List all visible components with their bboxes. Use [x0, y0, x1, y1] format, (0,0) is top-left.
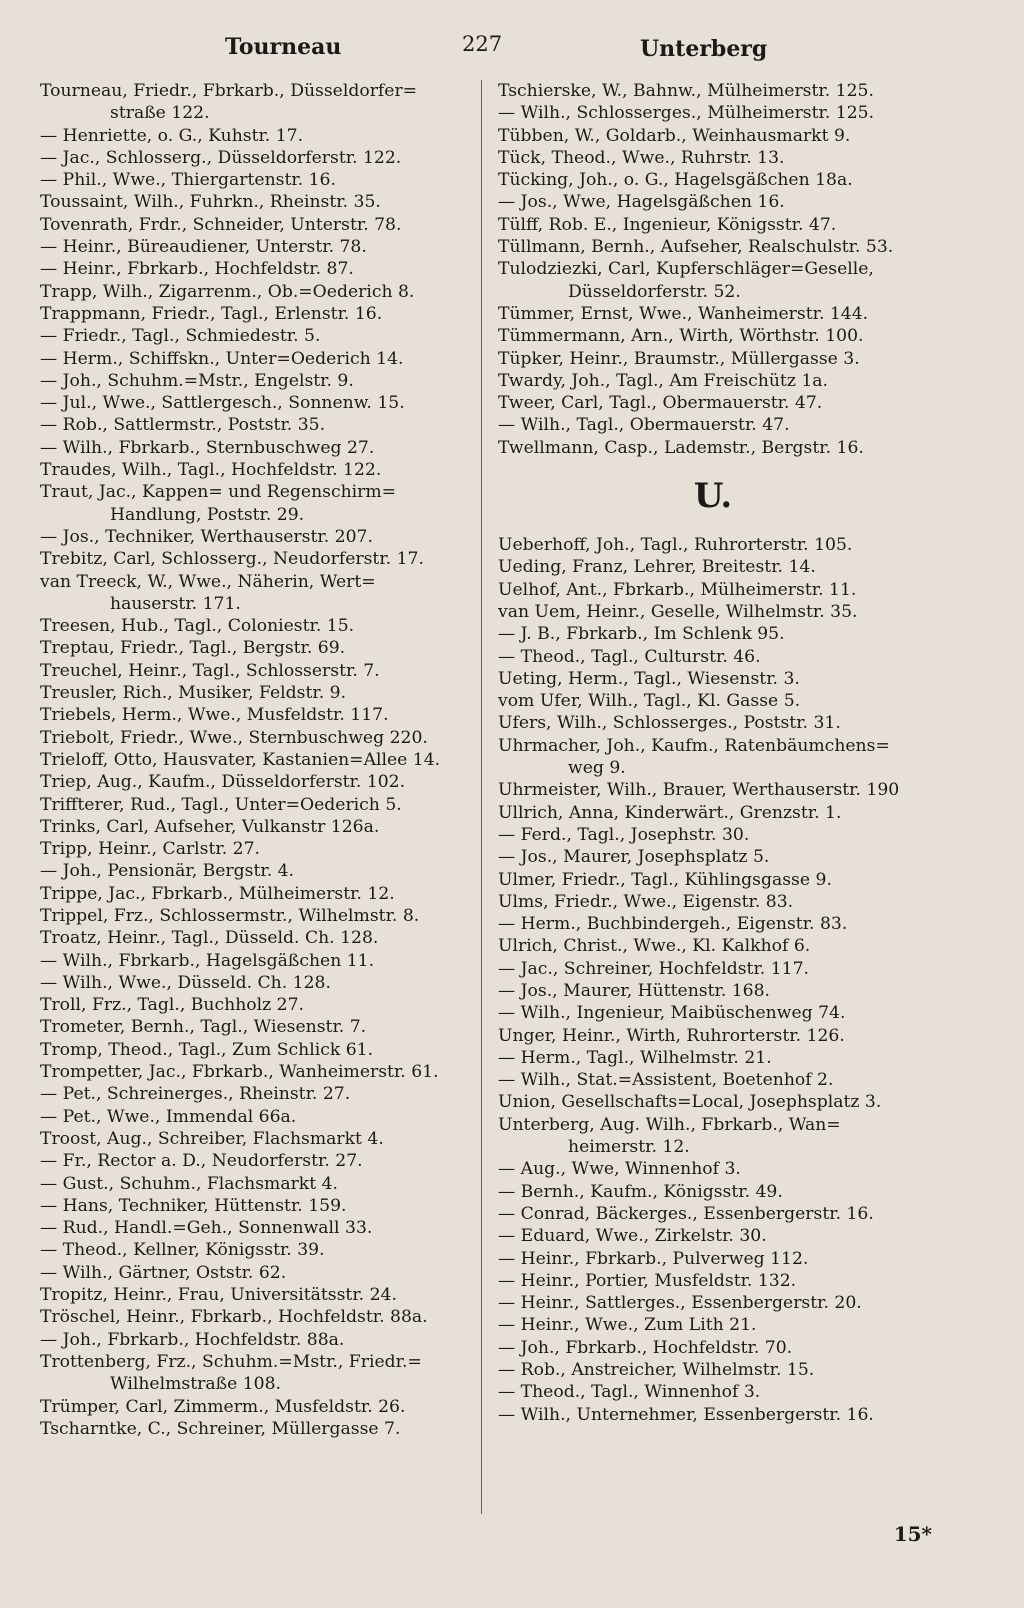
directory-entry: — Wilh., Wwe., Düsseld. Ch. 128. — [40, 972, 331, 993]
directory-entry: Twardy, Joh., Tagl., Am Freischütz 1a. — [498, 370, 828, 391]
directory-entry: — Heinr., Büreaudiener, Unterstr. 78. — [40, 237, 367, 258]
right-column-bottom — [498, 534, 928, 1426]
directory-entry: vom Ufer, Wilh., Tagl., Kl. Gasse 5. — [498, 691, 801, 712]
directory-entry: — Pet., Wwe., Immendal 66a. — [40, 1106, 297, 1127]
directory-entry: van Treeck, W., Wwe., Näherin, Wert= — [40, 571, 376, 592]
directory-entry: Trometer, Bernh., Tagl., Wiesenstr. 7. — [40, 1017, 367, 1038]
directory-entry: Tülff, Rob. E., Ingenieur, Königsstr. 47. — [498, 214, 837, 235]
directory-entry: — Wilh., Tagl., Obermauerstr. 47. — [498, 415, 790, 436]
running-header — [40, 30, 940, 70]
directory-entry: — Heinr., Wwe., Zum Lith 21. — [498, 1315, 757, 1336]
directory-entry: Düsseldorferstr. 52. — [568, 281, 741, 302]
directory-entry: Triebolt, Friedr., Wwe., Sternbuschweg 220. — [40, 727, 428, 748]
directory-entry: Troll, Frz., Tagl., Buchholz 27. — [40, 995, 304, 1016]
directory-entry: Troost, Aug., Schreiber, Flachsmarkt 4. — [40, 1128, 384, 1149]
directory-entry: Tweer, Carl, Tagl., Obermauerstr. 47. — [498, 393, 823, 414]
directory-entry: — Ferd., Tagl., Josephstr. 30. — [498, 824, 750, 845]
directory-entry: — Theod., Tagl., Culturstr. 46. — [498, 646, 761, 667]
directory-entry: — Jos., Maurer, Hüttenstr. 168. — [498, 980, 771, 1001]
directory-entry: — Jos., Maurer, Josephsplatz 5. — [498, 847, 770, 868]
directory-entry: — Bernh., Kaufm., Königsstr. 49. — [498, 1181, 783, 1202]
directory-entry: straße 122. — [110, 103, 210, 124]
directory-entry: Tüllmann, Bernh., Aufseher, Realschulstr. 53. — [498, 237, 894, 258]
directory-entry: Unger, Heinr., Wirth, Ruhrorterstr. 126. — [498, 1025, 845, 1046]
directory-entry: — Heinr., Fbrkarb., Hochfeldstr. 87. — [40, 259, 354, 280]
directory-entry: — Conrad, Bäckerges., Essenbergerstr. 16. — [498, 1203, 874, 1224]
directory-entry: van Uem, Heinr., Geselle, Wilhelmstr. 35. — [498, 601, 858, 622]
directory-entry: Ullrich, Anna, Kinderwärt., Grenzstr. 1. — [498, 802, 842, 823]
directory-entry: Tripp, Heinr., Carlstr. 27. — [40, 839, 260, 860]
directory-entry: — Rob., Sattlermstr., Poststr. 35. — [40, 415, 326, 436]
directory-entry: — Jac., Schreiner, Hochfeldstr. 117. — [498, 958, 809, 979]
directory-entry: hauserstr. 171. — [110, 593, 241, 614]
directory-entry: — J. B., Fbrkarb., Im Schlenk 95. — [498, 624, 785, 645]
directory-entry: Union, Gesellschafts=Local, Josephsplatz 3. — [498, 1092, 882, 1113]
directory-entry: — Heinr., Portier, Musfeldstr. 132. — [498, 1270, 797, 1291]
directory-entry: heimerstr. 12. — [568, 1137, 690, 1158]
directory-entry: — Wilh., Fbrkarb., Sternbuschweg 27. — [40, 437, 375, 458]
directory-entry: — Jac., Schlosserg., Düsseldorferstr. 122. — [40, 147, 402, 168]
signature-mark: 15* — [893, 1522, 932, 1546]
directory-entry: Ueberhoff, Joh., Tagl., Ruhrorterstr. 105. — [498, 535, 853, 556]
directory-entry: Traut, Jac., Kappen= und Regenschirm= — [40, 482, 397, 503]
directory-entry: Toussaint, Wilh., Fuhrkn., Rheinstr. 35. — [40, 192, 381, 213]
directory-entry: — Friedr., Tagl., Schmiedestr. 5. — [40, 326, 321, 347]
header-left-word: Tourneau — [225, 34, 342, 60]
directory-entry: — Herm., Tagl., Wilhelmstr. 21. — [498, 1047, 772, 1068]
directory-entry: Tromp, Theod., Tagl., Zum Schlick 61. — [40, 1039, 374, 1060]
directory-entry: Ulrich, Christ., Wwe., Kl. Kalkhof 6. — [498, 936, 811, 957]
directory-entry: Unterberg, Aug. Wilh., Fbrkarb., Wan= — [498, 1114, 841, 1135]
directory-entry: Ueding, Franz, Lehrer, Breitestr. 14. — [498, 557, 816, 578]
directory-entry: Trinks, Carl, Aufseher, Vulkanstr 126a. — [40, 816, 380, 837]
directory-entry: Triffterer, Rud., Tagl., Unter=Oederich 5. — [40, 794, 402, 815]
directory-entry: — Henriette, o. G., Kuhstr. 17. — [40, 125, 304, 146]
directory-entry: Treusler, Rich., Musiker, Feldstr. 9. — [40, 683, 347, 704]
left-column — [40, 80, 472, 1440]
directory-entry: — Rob., Anstreicher, Wilhelmstr. 15. — [498, 1360, 815, 1381]
directory-entry: — Heinr., Fbrkarb., Pulverweg 112. — [498, 1248, 809, 1269]
directory-entry: — Theod., Kellner, Königsstr. 39. — [40, 1240, 325, 1261]
directory-entry: — Jos., Wwe, Hagelsgäßchen 16. — [498, 192, 785, 213]
directory-entry: — Wilh., Schlosserges., Mülheimerstr. 125. — [498, 103, 875, 124]
directory-entry: — Aug., Wwe, Winnenhof 3. — [498, 1159, 741, 1180]
directory-entry: — Herm., Schiffskn., Unter=Oederich 14. — [40, 348, 404, 369]
directory-entry: Treesen, Hub., Tagl., Coloniestr. 15. — [40, 616, 355, 637]
directory-entry: Trottenberg, Frz., Schuhm.=Mstr., Friedr.= — [40, 1351, 422, 1372]
right-column-top — [498, 80, 928, 459]
directory-entry: Troatz, Heinr., Tagl., Düsseld. Ch. 128. — [40, 928, 379, 949]
directory-entry: — Herm., Buchbindergeh., Eigenstr. 83. — [498, 914, 848, 935]
directory-entry: — Fr., Rector a. D., Neudorferstr. 27. — [40, 1151, 363, 1172]
directory-entry: Trümper, Carl, Zimmerm., Musfeldstr. 26. — [40, 1396, 406, 1417]
directory-entry: Traudes, Wilh., Tagl., Hochfeldstr. 122. — [40, 460, 382, 481]
directory-entry: — Wilh., Stat.=Assistent, Boetenhof 2. — [498, 1070, 834, 1091]
directory-entry: Tovenrath, Frdr., Schneider, Unterstr. 78. — [40, 214, 402, 235]
directory-entry: Tscharntke, C., Schreiner, Müllergasse 7. — [40, 1418, 401, 1439]
directory-entry: Twellmann, Casp., Lademstr., Bergstr. 16. — [498, 437, 864, 458]
directory-entry: Ufers, Wilh., Schlosserges., Poststr. 31. — [498, 713, 841, 734]
directory-entry: Treuchel, Heinr., Tagl., Schlosserstr. 7. — [40, 660, 380, 681]
directory-entry: Trompetter, Jac., Fbrkarb., Wanheimerstr. 61. — [40, 1062, 439, 1083]
directory-entry: Tümmermann, Arn., Wirth, Wörthstr. 100. — [498, 326, 864, 347]
directory-entry: — Theod., Tagl., Winnenhof 3. — [498, 1382, 761, 1403]
directory-entry: — Rud., Handl.=Geh., Sonnenwall 33. — [40, 1218, 373, 1239]
directory-entry: — Pet., Schreinerges., Rheinstr. 27. — [40, 1084, 351, 1105]
directory-entry: — Joh., Fbrkarb., Hochfeldstr. 88a. — [40, 1329, 345, 1350]
directory-entry: Tropitz, Heinr., Frau, Universitätsstr. 24. — [40, 1285, 397, 1306]
directory-entry: Wilhelmstraße 108. — [110, 1374, 281, 1395]
directory-entry: Uhrmacher, Joh., Kaufm., Ratenbäumchens= — [498, 735, 890, 756]
directory-entry: — Jul., Wwe., Sattlergesch., Sonnenw. 15. — [40, 393, 405, 414]
directory-entry: Ulms, Friedr., Wwe., Eigenstr. 83. — [498, 891, 794, 912]
directory-entry: Tulodziezki, Carl, Kupferschläger=Geselle, — [498, 259, 874, 280]
directory-entry: — Joh., Fbrkarb., Hochfeldstr. 70. — [498, 1337, 793, 1358]
directory-entry: Trapp, Wilh., Zigarrenm., Ob.=Oederich 8. — [40, 281, 415, 302]
directory-entry: Triep, Aug., Kaufm., Düsseldorferstr. 102. — [40, 772, 406, 793]
directory-entry: Handlung, Poststr. 29. — [110, 504, 305, 525]
directory-entry: — Phil., Wwe., Thiergartenstr. 16. — [40, 170, 336, 191]
directory-entry: Tücking, Joh., o. G., Hagelsgäßchen 18a. — [498, 170, 853, 191]
header-right-word: Unterberg — [640, 36, 768, 62]
directory-entry: Trippe, Jac., Fbrkarb., Mülheimerstr. 12. — [40, 883, 395, 904]
directory-entry: Tschierske, W., Bahnw., Mülheimerstr. 125. — [498, 81, 874, 101]
directory-entry: Tüpker, Heinr., Braumstr., Müllergasse 3. — [498, 348, 860, 369]
directory-entry: Trappmann, Friedr., Tagl., Erlenstr. 16. — [40, 303, 383, 324]
directory-entry: Trieloff, Otto, Hausvater, Kastanien=Allee 14. — [40, 749, 441, 770]
directory-entry: Trippel, Frz., Schlossermstr., Wilhelmstr. 8. — [40, 905, 420, 926]
directory-entry: Tröschel, Heinr., Fbrkarb., Hochfeldstr. 88a. — [40, 1307, 428, 1328]
directory-entry: Tübben, W., Goldarb., Weinhausmarkt 9. — [498, 125, 851, 146]
directory-entry: — Wilh., Fbrkarb., Hagelsgäßchen 11. — [40, 950, 375, 971]
directory-entry: — Jos., Techniker, Werthauserstr. 207. — [40, 526, 373, 547]
directory-entry: Ulmer, Friedr., Tagl., Kühlingsgasse 9. — [498, 869, 832, 890]
directory-entry: Trebitz, Carl, Schlosserg., Neudorferstr. 17. — [40, 549, 424, 570]
directory-entry: — Eduard, Wwe., Zirkelstr. 30. — [498, 1226, 767, 1247]
directory-entry: — Hans, Techniker, Hüttenstr. 159. — [40, 1195, 347, 1216]
directory-entry: Treptau, Friedr., Tagl., Bergstr. 69. — [40, 638, 346, 659]
directory-entry: Tourneau, Friedr., Fbrkarb., Düsseldorfer= — [40, 81, 418, 101]
page-number: 227 — [462, 32, 503, 56]
directory-entry: Ueting, Herm., Tagl., Wiesenstr. 3. — [498, 668, 800, 689]
directory-entry: Tümmer, Ernst, Wwe., Wanheimerstr. 144. — [498, 303, 869, 324]
directory-entry: — Joh., Schuhm.=Mstr., Engelstr. 9. — [40, 370, 354, 391]
right-column — [498, 80, 928, 1426]
directory-entry: Uhrmeister, Wilh., Brauer, Werthauserstr. 190 — [498, 780, 900, 801]
directory-entry: — Heinr., Sattlerges., Essenbergerstr. 20. — [498, 1293, 862, 1314]
directory-entry: — Joh., Pensionär, Bergstr. 4. — [40, 861, 295, 882]
directory-entry: — Gust., Schuhm., Flachsmarkt 4. — [40, 1173, 338, 1194]
directory-entry: weg 9. — [568, 758, 626, 779]
directory-entry: — Wilh., Gärtner, Oststr. 62. — [40, 1262, 287, 1283]
directory-entry: Uelhof, Ant., Fbrkarb., Mülheimerstr. 11. — [498, 579, 857, 600]
section-letter: U. — [693, 476, 733, 517]
directory-entry: — Wilh., Unternehmer, Essenbergerstr. 16. — [498, 1404, 874, 1425]
directory-entry: Triebels, Herm., Wwe., Musfeldstr. 117. — [40, 705, 389, 726]
column-divider — [481, 80, 482, 1514]
directory-entry: — Wilh., Ingenieur, Maibüschenweg 74. — [498, 1003, 846, 1024]
directory-entry: Tück, Theod., Wwe., Ruhrstr. 13. — [498, 147, 785, 168]
